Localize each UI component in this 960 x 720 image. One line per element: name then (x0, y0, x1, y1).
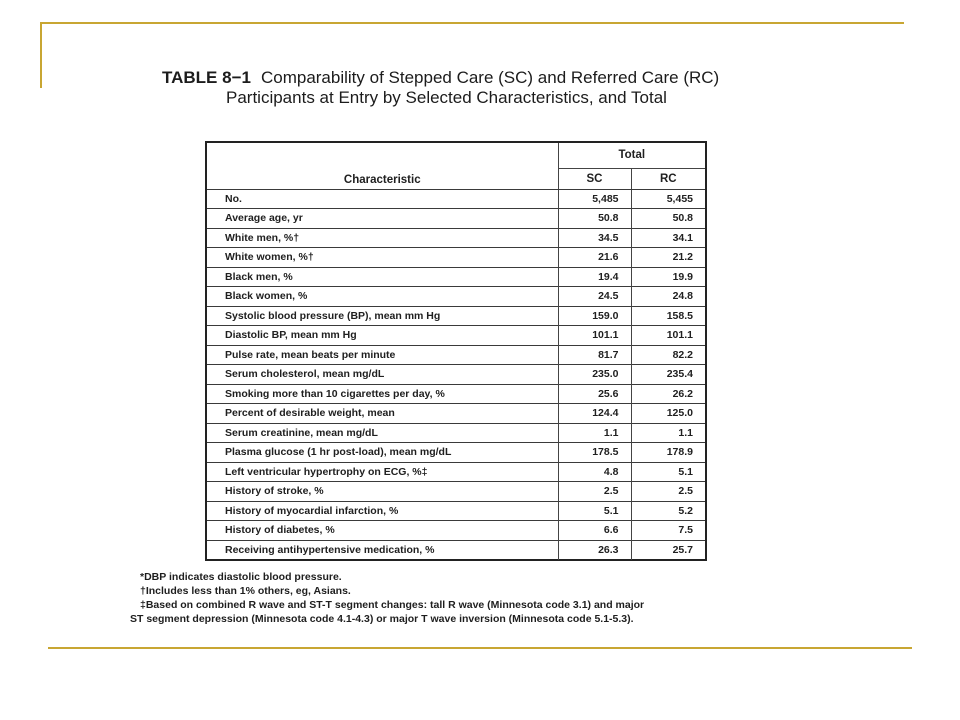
table-row (207, 209, 705, 229)
left-accent-rule (40, 22, 42, 88)
rc-value: 82.2 (631, 345, 705, 365)
title-text-2: Participants at Entry by Selected Characteristics, and Total (226, 88, 667, 107)
sc-value: 124.4 (558, 404, 631, 424)
row-label: Percent of desirable weight, mean (207, 404, 558, 424)
row-label: Diastolic BP, mean mm Hg (207, 326, 558, 346)
table-row (207, 423, 705, 443)
rc-value: 1.1 (631, 423, 705, 443)
characteristic-header: Characteristic (343, 173, 421, 186)
sc-value: 81.7 (558, 345, 631, 365)
table-body (207, 189, 705, 560)
data-table-container (205, 141, 707, 561)
sc-value: 5.1 (558, 501, 631, 521)
sc-value: 21.6 (558, 248, 631, 268)
row-label: Pulse rate, mean beats per minute (207, 345, 558, 365)
table-row (207, 443, 705, 463)
row-label: Serum creatinine, mean mg/dL (207, 423, 558, 443)
rc-value: 5.1 (631, 462, 705, 482)
footnote-dbp: *DBP indicates diastolic blood pressure. (140, 571, 342, 583)
sc-value: 159.0 (558, 306, 631, 326)
rc-value: 21.2 (631, 248, 705, 268)
table-row (207, 326, 705, 346)
row-label: No. (207, 189, 558, 209)
table-row (207, 248, 705, 268)
sc-value: 26.3 (558, 540, 631, 560)
table-title (162, 68, 782, 108)
rc-value: 158.5 (631, 306, 705, 326)
footnote-ecg-continued: ST segment depression (Minnesota code 4.1-4.3) or major T wave inversion (Minnesota code 5.1-5.3). (130, 613, 634, 625)
rc-column-header: RC (631, 168, 705, 189)
rc-value: 7.5 (631, 521, 705, 541)
sc-value: 4.8 (558, 462, 631, 482)
rc-value: 125.0 (631, 404, 705, 424)
bottom-accent-rule (48, 647, 912, 649)
row-label: White women, %† (207, 248, 558, 268)
table-number: TABLE 8−1 (162, 68, 251, 87)
row-label: Average age, yr (207, 209, 558, 229)
table-row (207, 462, 705, 482)
title-line-1 (162, 68, 782, 88)
row-label: Plasma glucose (1 hr post-load), mean mg/dL (207, 443, 558, 463)
sc-value: 1.1 (558, 423, 631, 443)
row-label: Smoking more than 10 cigarettes per day, % (207, 384, 558, 404)
table-row (207, 404, 705, 424)
table-row (207, 365, 705, 385)
top-accent-rule (40, 22, 904, 24)
rc-value: 24.8 (631, 287, 705, 307)
sc-value: 235.0 (558, 365, 631, 385)
row-label: Left ventricular hypertrophy on ECG, %‡ (207, 462, 558, 482)
rc-value: 34.1 (631, 228, 705, 248)
row-label: White men, %† (207, 228, 558, 248)
rc-value: 25.7 (631, 540, 705, 560)
rc-value: 101.1 (631, 326, 705, 346)
table-row (207, 306, 705, 326)
table-row (207, 540, 705, 560)
sc-value: 101.1 (558, 326, 631, 346)
row-label: Systolic blood pressure (BP), mean mm Hg (207, 306, 558, 326)
table-row (207, 228, 705, 248)
rc-value: 2.5 (631, 482, 705, 502)
row-label: History of myocardial infarction, % (207, 501, 558, 521)
rc-value: 235.4 (631, 365, 705, 385)
sc-value: 19.4 (558, 267, 631, 287)
rc-value: 5.2 (631, 501, 705, 521)
row-label: Receiving antihypertensive medication, % (207, 540, 558, 560)
row-label: History of diabetes, % (207, 521, 558, 541)
footnote-ecg: ‡Based on combined R wave and ST-T segment changes: tall R wave (Minnesota code 3.1) and major (140, 599, 645, 611)
table-row (207, 287, 705, 307)
rc-value: 5,455 (631, 189, 705, 209)
table-row (207, 384, 705, 404)
table-row (207, 345, 705, 365)
table-row (207, 482, 705, 502)
characteristics-table (207, 143, 705, 560)
row-label: History of stroke, % (207, 482, 558, 502)
row-label: Black men, % (207, 267, 558, 287)
total-group-header: Total (558, 143, 705, 168)
footnotes (130, 570, 820, 626)
rc-value: 19.9 (631, 267, 705, 287)
sc-value: 178.5 (558, 443, 631, 463)
table-row (207, 521, 705, 541)
table-row (207, 267, 705, 287)
footnote-others: †Includes less than 1% others, eg, Asians. (140, 585, 351, 597)
sc-value: 6.6 (558, 521, 631, 541)
sc-value: 34.5 (558, 228, 631, 248)
rc-value: 50.8 (631, 209, 705, 229)
rc-value: 178.9 (631, 443, 705, 463)
row-label: Black women, % (207, 287, 558, 307)
table-row (207, 501, 705, 521)
sc-value: 50.8 (558, 209, 631, 229)
sc-value: 5,485 (558, 189, 631, 209)
sc-column-header: SC (558, 168, 631, 189)
sc-value: 24.5 (558, 287, 631, 307)
table-row (207, 189, 705, 209)
row-label: Serum cholesterol, mean mg/dL (207, 365, 558, 385)
rc-value: 26.2 (631, 384, 705, 404)
sc-value: 2.5 (558, 482, 631, 502)
title-text-1: Comparability of Stepped Care (SC) and Referred Care (RC) (260, 68, 720, 87)
sc-value: 25.6 (558, 384, 631, 404)
